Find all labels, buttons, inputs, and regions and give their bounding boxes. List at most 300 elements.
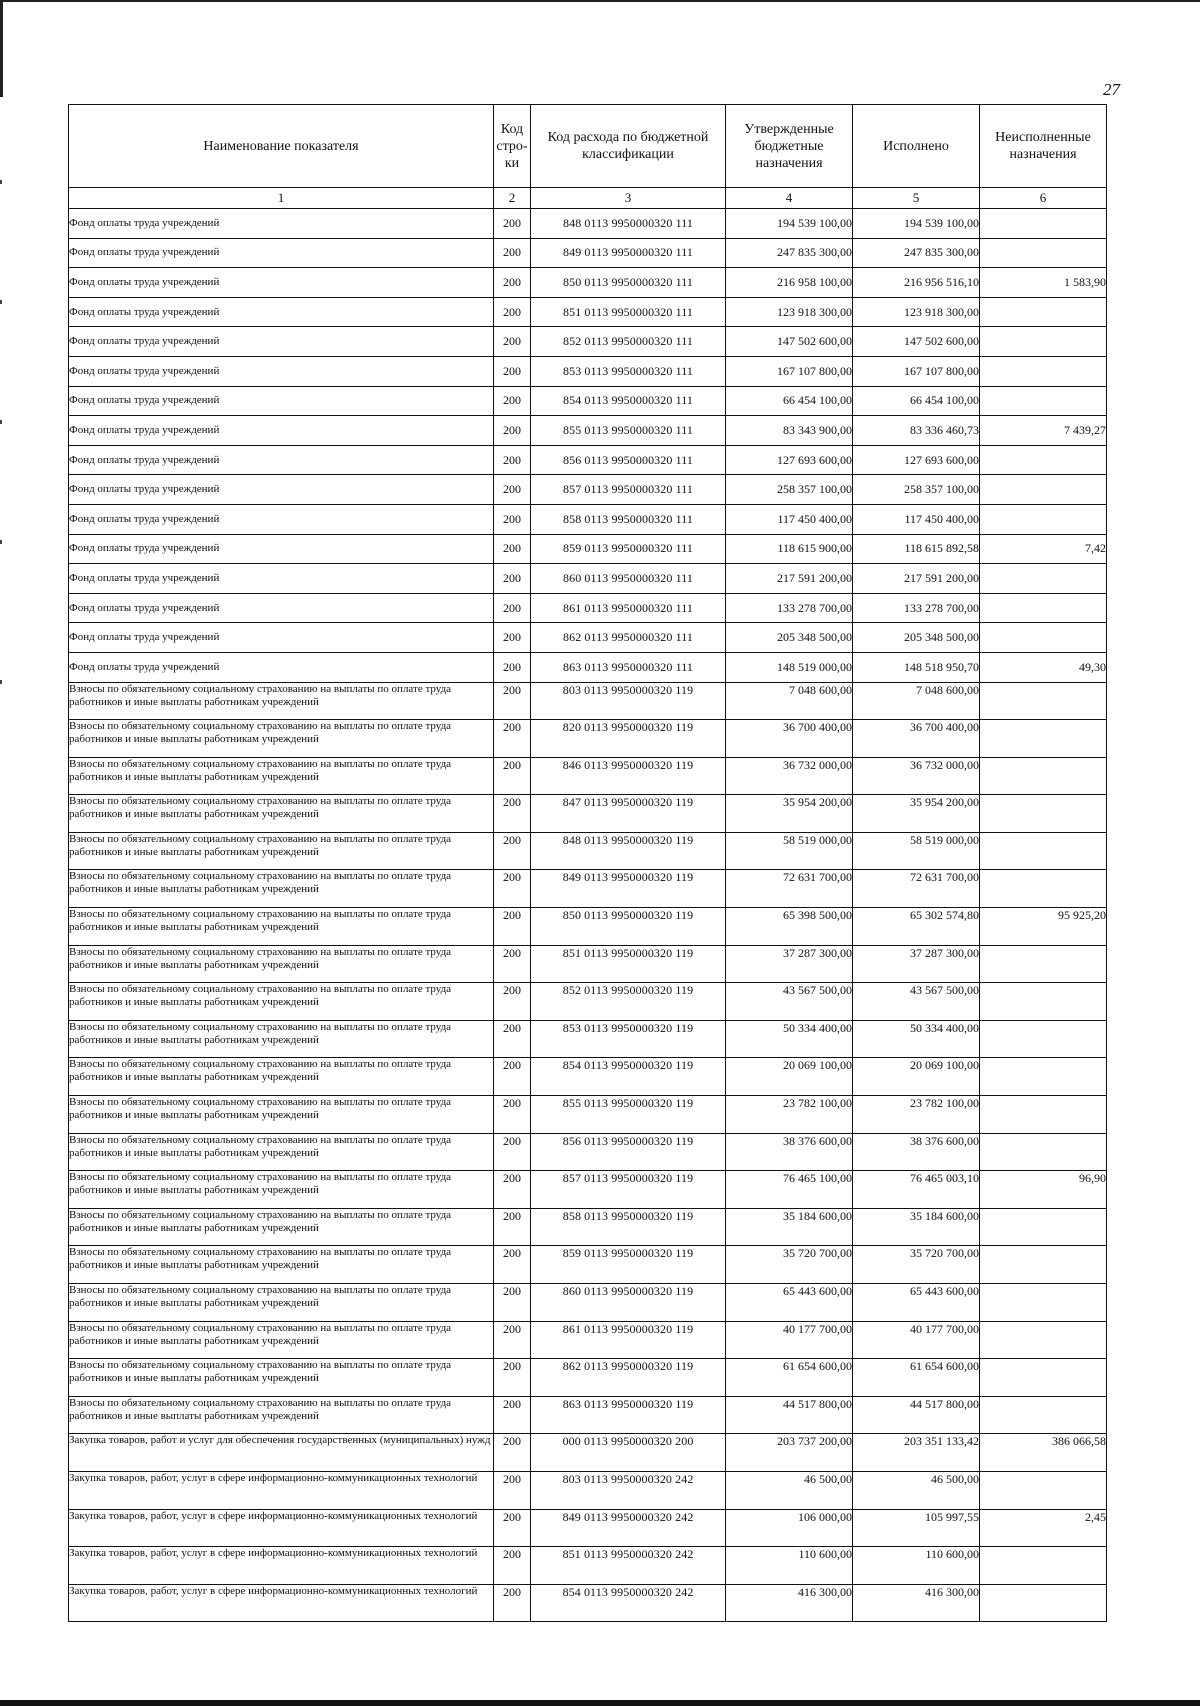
row-unexecuted-amount (980, 945, 1107, 983)
table-row (69, 1246, 1107, 1284)
row-line-code: 200 (494, 504, 531, 534)
row-classification-code: 858 0113 9950000320 111 (531, 504, 726, 534)
row-executed-amount: 205 348 500,00 (853, 623, 980, 653)
scan-edge-top (0, 0, 1200, 2)
table-row (69, 1058, 1107, 1096)
table-row (69, 832, 1107, 870)
row-unexecuted-amount: 95 925,20 (980, 908, 1107, 946)
row-approved-amount: 117 450 400,00 (726, 504, 853, 534)
column-number: 2 (494, 188, 531, 209)
row-indicator-name: Взносы по обязательному социальному страхованию на выплаты по оплате труда работников и иные выплаты работникам учреждений (69, 1246, 494, 1284)
table-row (69, 356, 1107, 386)
row-line-code: 200 (494, 870, 531, 908)
row-executed-amount: 247 835 300,00 (853, 238, 980, 268)
row-line-code: 200 (494, 652, 531, 682)
row-indicator-name: Фонд оплаты труда учреждений (69, 504, 494, 534)
row-indicator-name: Фонд оплаты труда учреждений (69, 327, 494, 357)
row-classification-code: 860 0113 9950000320 111 (531, 564, 726, 594)
row-executed-amount: 61 654 600,00 (853, 1359, 980, 1397)
row-classification-code: 851 0113 9950000320 242 (531, 1547, 726, 1585)
row-executed-amount: 23 782 100,00 (853, 1096, 980, 1134)
row-line-code: 200 (494, 1396, 531, 1434)
row-indicator-name: Фонд оплаты труда учреждений (69, 564, 494, 594)
row-line-code: 200 (494, 1434, 531, 1472)
row-unexecuted-amount (980, 297, 1107, 327)
row-approved-amount: 36 700 400,00 (726, 720, 853, 758)
row-line-code: 200 (494, 1284, 531, 1322)
row-executed-amount: 147 502 600,00 (853, 327, 980, 357)
row-classification-code: 848 0113 9950000320 119 (531, 832, 726, 870)
row-indicator-name: Фонд оплаты труда учреждений (69, 652, 494, 682)
table-row (69, 1321, 1107, 1359)
row-indicator-name: Взносы по обязательному социальному страхованию на выплаты по оплате труда работников и иные выплаты работникам учреждений (69, 1133, 494, 1171)
row-executed-amount: 65 302 574,80 (853, 908, 980, 946)
table-row (69, 1359, 1107, 1397)
row-unexecuted-amount (980, 1246, 1107, 1284)
column-number: 5 (853, 188, 980, 209)
scan-mark (0, 680, 2, 684)
row-unexecuted-amount: 49,30 (980, 652, 1107, 682)
row-line-code: 200 (494, 983, 531, 1021)
row-classification-code: 000 0113 9950000320 200 (531, 1434, 726, 1472)
table-row (69, 1284, 1107, 1322)
row-line-code: 200 (494, 1321, 531, 1359)
table-row (69, 1584, 1107, 1622)
row-classification-code: 854 0113 9950000320 111 (531, 386, 726, 416)
row-line-code: 200 (494, 1359, 531, 1397)
row-line-code: 200 (494, 1208, 531, 1246)
header-executed: Исполнено (853, 105, 980, 188)
row-unexecuted-amount (980, 1321, 1107, 1359)
table-row (69, 652, 1107, 682)
row-indicator-name: Закупка товаров, работ, услуг в сфере информационно-коммуникационных технологий (69, 1584, 494, 1622)
row-indicator-name: Взносы по обязательному социальному страхованию на выплаты по оплате труда работников и иные выплаты работникам учреждений (69, 1284, 494, 1322)
row-unexecuted-amount (980, 795, 1107, 833)
row-executed-amount: 35 720 700,00 (853, 1246, 980, 1284)
row-line-code: 200 (494, 1509, 531, 1547)
row-indicator-name: Фонд оплаты труда учреждений (69, 209, 494, 239)
row-executed-amount: 58 519 000,00 (853, 832, 980, 870)
scan-mark (0, 420, 2, 424)
row-classification-code: 848 0113 9950000320 111 (531, 209, 726, 239)
row-unexecuted-amount (980, 983, 1107, 1021)
row-unexecuted-amount (980, 445, 1107, 475)
row-approved-amount: 65 398 500,00 (726, 908, 853, 946)
row-approved-amount: 44 517 800,00 (726, 1396, 853, 1434)
row-approved-amount: 258 357 100,00 (726, 475, 853, 505)
table-body (69, 209, 1107, 1622)
row-line-code: 200 (494, 720, 531, 758)
row-line-code: 200 (494, 1096, 531, 1134)
row-classification-code: 854 0113 9950000320 242 (531, 1584, 726, 1622)
table-row (69, 623, 1107, 653)
row-unexecuted-amount: 1 583,90 (980, 268, 1107, 298)
row-executed-amount: 117 450 400,00 (853, 504, 980, 534)
row-line-code: 200 (494, 1171, 531, 1209)
row-line-code: 200 (494, 908, 531, 946)
row-line-code: 200 (494, 238, 531, 268)
row-indicator-name: Фонд оплаты труда учреждений (69, 386, 494, 416)
row-executed-amount: 416 300,00 (853, 1584, 980, 1622)
row-line-code: 200 (494, 534, 531, 564)
row-classification-code: 850 0113 9950000320 111 (531, 268, 726, 298)
row-classification-code: 849 0113 9950000320 111 (531, 238, 726, 268)
row-unexecuted-amount (980, 623, 1107, 653)
row-classification-code: 855 0113 9950000320 111 (531, 416, 726, 446)
row-classification-code: 851 0113 9950000320 119 (531, 945, 726, 983)
row-indicator-name: Фонд оплаты труда учреждений (69, 445, 494, 475)
row-unexecuted-amount: 7 439,27 (980, 416, 1107, 446)
row-approved-amount: 61 654 600,00 (726, 1359, 853, 1397)
table-row (69, 1471, 1107, 1509)
row-indicator-name: Закупка товаров, работ, услуг в сфере информационно-коммуникационных технологий (69, 1547, 494, 1585)
row-unexecuted-amount (980, 1359, 1107, 1397)
row-line-code: 200 (494, 1471, 531, 1509)
row-indicator-name: Взносы по обязательному социальному страхованию на выплаты по оплате труда работников и иные выплаты работникам учреждений (69, 1321, 494, 1359)
table-row (69, 327, 1107, 357)
row-approved-amount: 123 918 300,00 (726, 297, 853, 327)
table-row (69, 238, 1107, 268)
table-row (69, 445, 1107, 475)
row-indicator-name: Взносы по обязательному социальному страхованию на выплаты по оплате труда работников и иные выплаты работникам учреждений (69, 1396, 494, 1434)
row-classification-code: 858 0113 9950000320 119 (531, 1208, 726, 1246)
row-approved-amount: 127 693 600,00 (726, 445, 853, 475)
row-line-code: 200 (494, 1584, 531, 1622)
scan-mark (0, 540, 2, 544)
row-indicator-name: Взносы по обязательному социальному страхованию на выплаты по оплате труда работников и иные выплаты работникам учреждений (69, 832, 494, 870)
row-classification-code: 863 0113 9950000320 111 (531, 652, 726, 682)
table-row (69, 475, 1107, 505)
row-approved-amount: 110 600,00 (726, 1547, 853, 1585)
table-row (69, 757, 1107, 795)
row-executed-amount: 258 357 100,00 (853, 475, 980, 505)
row-approved-amount: 247 835 300,00 (726, 238, 853, 268)
row-approved-amount: 205 348 500,00 (726, 623, 853, 653)
header-indicator-name: Наименование показателя (69, 105, 494, 188)
row-executed-amount: 43 567 500,00 (853, 983, 980, 1021)
row-indicator-name: Взносы по обязательному социальному страхованию на выплаты по оплате труда работников и иные выплаты работникам учреждений (69, 945, 494, 983)
row-executed-amount: 194 539 100,00 (853, 209, 980, 239)
row-unexecuted-amount: 7,42 (980, 534, 1107, 564)
row-line-code: 200 (494, 945, 531, 983)
row-executed-amount: 65 443 600,00 (853, 1284, 980, 1322)
row-approved-amount: 50 334 400,00 (726, 1020, 853, 1058)
row-approved-amount: 35 184 600,00 (726, 1208, 853, 1246)
row-line-code: 200 (494, 268, 531, 298)
row-executed-amount: 37 287 300,00 (853, 945, 980, 983)
header-budget-classification: Код расхода по бюджетной классификации (531, 105, 726, 188)
table-row (69, 1096, 1107, 1134)
row-classification-code: 803 0113 9950000320 119 (531, 682, 726, 720)
row-executed-amount: 148 518 950,70 (853, 652, 980, 682)
row-unexecuted-amount (980, 238, 1107, 268)
row-line-code: 200 (494, 623, 531, 653)
row-line-code: 200 (494, 593, 531, 623)
row-line-code: 200 (494, 1547, 531, 1585)
row-executed-amount: 203 351 133,42 (853, 1434, 980, 1472)
row-approved-amount: 167 107 800,00 (726, 356, 853, 386)
row-classification-code: 853 0113 9950000320 111 (531, 356, 726, 386)
row-line-code: 200 (494, 386, 531, 416)
row-classification-code: 861 0113 9950000320 111 (531, 593, 726, 623)
row-indicator-name: Взносы по обязательному социальному страхованию на выплаты по оплате труда работников и иные выплаты работникам учреждений (69, 682, 494, 720)
table-row (69, 268, 1107, 298)
row-unexecuted-amount (980, 504, 1107, 534)
row-classification-code: 849 0113 9950000320 242 (531, 1509, 726, 1547)
row-approved-amount: 147 502 600,00 (726, 327, 853, 357)
row-unexecuted-amount (980, 1096, 1107, 1134)
row-indicator-name: Фонд оплаты труда учреждений (69, 238, 494, 268)
row-executed-amount: 35 954 200,00 (853, 795, 980, 833)
table-row (69, 504, 1107, 534)
scan-edge-bottom (0, 1700, 1200, 1706)
row-approved-amount: 20 069 100,00 (726, 1058, 853, 1096)
scan-mark (0, 180, 2, 184)
row-indicator-name: Взносы по обязательному социальному страхованию на выплаты по оплате труда работников и иные выплаты работникам учреждений (69, 1020, 494, 1058)
row-approved-amount: 7 048 600,00 (726, 682, 853, 720)
row-unexecuted-amount (980, 1020, 1107, 1058)
row-executed-amount: 76 465 003,10 (853, 1171, 980, 1209)
row-classification-code: 857 0113 9950000320 111 (531, 475, 726, 505)
row-line-code: 200 (494, 356, 531, 386)
row-executed-amount: 46 500,00 (853, 1471, 980, 1509)
row-unexecuted-amount (980, 1284, 1107, 1322)
row-indicator-name: Взносы по обязательному социальному страхованию на выплаты по оплате труда работников и иные выплаты работникам учреждений (69, 908, 494, 946)
row-classification-code: 803 0113 9950000320 242 (531, 1471, 726, 1509)
row-line-code: 200 (494, 445, 531, 475)
table-row (69, 209, 1107, 239)
row-unexecuted-amount (980, 1208, 1107, 1246)
table-row (69, 908, 1107, 946)
row-classification-code: 854 0113 9950000320 119 (531, 1058, 726, 1096)
row-classification-code: 862 0113 9950000320 111 (531, 623, 726, 653)
row-approved-amount: 217 591 200,00 (726, 564, 853, 594)
row-executed-amount: 20 069 100,00 (853, 1058, 980, 1096)
table-row (69, 1020, 1107, 1058)
row-line-code: 200 (494, 795, 531, 833)
header-approved: Утвержденные бюджетные назначения (726, 105, 853, 188)
row-approved-amount: 76 465 100,00 (726, 1171, 853, 1209)
row-line-code: 200 (494, 832, 531, 870)
row-indicator-name: Взносы по обязательному социальному страхованию на выплаты по оплате труда работников и иные выплаты работникам учреждений (69, 1058, 494, 1096)
table-row (69, 1133, 1107, 1171)
row-executed-amount: 105 997,55 (853, 1509, 980, 1547)
row-approved-amount: 46 500,00 (726, 1471, 853, 1509)
row-unexecuted-amount (980, 1471, 1107, 1509)
table-row (69, 1171, 1107, 1209)
row-classification-code: 846 0113 9950000320 119 (531, 757, 726, 795)
row-line-code: 200 (494, 1058, 531, 1096)
table-row (69, 1396, 1107, 1434)
row-approved-amount: 416 300,00 (726, 1584, 853, 1622)
row-classification-code: 851 0113 9950000320 111 (531, 297, 726, 327)
row-unexecuted-amount (980, 720, 1107, 758)
row-executed-amount: 38 376 600,00 (853, 1133, 980, 1171)
row-unexecuted-amount (980, 209, 1107, 239)
header-line-code: Код стро-ки (494, 105, 531, 188)
row-unexecuted-amount (980, 386, 1107, 416)
row-unexecuted-amount: 2,45 (980, 1509, 1107, 1547)
scan-edge-left (0, 2, 3, 97)
row-approved-amount: 65 443 600,00 (726, 1284, 853, 1322)
row-unexecuted-amount (980, 1058, 1107, 1096)
row-classification-code: 856 0113 9950000320 119 (531, 1133, 726, 1171)
table-row (69, 720, 1107, 758)
row-indicator-name: Фонд оплаты труда учреждений (69, 416, 494, 446)
row-indicator-name: Закупка товаров, работ, услуг в сфере информационно-коммуникационных технологий (69, 1471, 494, 1509)
row-classification-code: 849 0113 9950000320 119 (531, 870, 726, 908)
table-row (69, 297, 1107, 327)
row-executed-amount: 217 591 200,00 (853, 564, 980, 594)
row-indicator-name: Взносы по обязательному социальному страхованию на выплаты по оплате труда работников и иные выплаты работникам учреждений (69, 757, 494, 795)
row-approved-amount: 36 732 000,00 (726, 757, 853, 795)
row-indicator-name: Взносы по обязательному социальному страхованию на выплаты по оплате труда работников и иные выплаты работникам учреждений (69, 795, 494, 833)
row-unexecuted-amount (980, 1133, 1107, 1171)
row-indicator-name: Взносы по обязательному социальному страхованию на выплаты по оплате труда работников и иные выплаты работникам учреждений (69, 1096, 494, 1134)
row-indicator-name: Закупка товаров, работ и услуг для обеспечения государственных (муниципальных) нужд (69, 1434, 494, 1472)
row-approved-amount: 43 567 500,00 (726, 983, 853, 1021)
row-approved-amount: 23 782 100,00 (726, 1096, 853, 1134)
row-executed-amount: 110 600,00 (853, 1547, 980, 1585)
row-line-code: 200 (494, 682, 531, 720)
table-row (69, 564, 1107, 594)
table-row (69, 1509, 1107, 1547)
row-classification-code: 856 0113 9950000320 111 (531, 445, 726, 475)
row-approved-amount: 118 615 900,00 (726, 534, 853, 564)
row-classification-code: 852 0113 9950000320 111 (531, 327, 726, 357)
row-approved-amount: 133 278 700,00 (726, 593, 853, 623)
row-approved-amount: 58 519 000,00 (726, 832, 853, 870)
row-classification-code: 860 0113 9950000320 119 (531, 1284, 726, 1322)
row-approved-amount: 35 720 700,00 (726, 1246, 853, 1284)
row-line-code: 200 (494, 1020, 531, 1058)
row-approved-amount: 83 343 900,00 (726, 416, 853, 446)
row-unexecuted-amount: 386 066,58 (980, 1434, 1107, 1472)
row-indicator-name: Взносы по обязательному социальному страхованию на выплаты по оплате труда работников и иные выплаты работникам учреждений (69, 870, 494, 908)
row-executed-amount: 35 184 600,00 (853, 1208, 980, 1246)
row-approved-amount: 203 737 200,00 (726, 1434, 853, 1472)
row-unexecuted-amount (980, 593, 1107, 623)
column-number: 1 (69, 188, 494, 209)
row-executed-amount: 50 334 400,00 (853, 1020, 980, 1058)
row-classification-code: 862 0113 9950000320 119 (531, 1359, 726, 1397)
row-classification-code: 855 0113 9950000320 119 (531, 1096, 726, 1134)
table-row (69, 983, 1107, 1021)
row-approved-amount: 148 519 000,00 (726, 652, 853, 682)
row-classification-code: 820 0113 9950000320 119 (531, 720, 726, 758)
row-line-code: 200 (494, 564, 531, 594)
row-line-code: 200 (494, 416, 531, 446)
row-line-code: 200 (494, 297, 531, 327)
row-classification-code: 853 0113 9950000320 119 (531, 1020, 726, 1058)
column-number: 3 (531, 188, 726, 209)
row-classification-code: 861 0113 9950000320 119 (531, 1321, 726, 1359)
column-number-row (69, 188, 1107, 209)
row-indicator-name: Фонд оплаты труда учреждений (69, 623, 494, 653)
header-row (69, 105, 1107, 188)
row-indicator-name: Фонд оплаты труда учреждений (69, 475, 494, 505)
row-indicator-name: Взносы по обязательному социальному страхованию на выплаты по оплате труда работников и иные выплаты работникам учреждений (69, 1359, 494, 1397)
row-line-code: 200 (494, 757, 531, 795)
scan-mark (0, 300, 2, 304)
row-indicator-name: Фонд оплаты труда учреждений (69, 356, 494, 386)
row-approved-amount: 106 000,00 (726, 1509, 853, 1547)
row-executed-amount: 7 048 600,00 (853, 682, 980, 720)
table-row (69, 593, 1107, 623)
row-indicator-name: Закупка товаров, работ, услуг в сфере информационно-коммуникационных технологий (69, 1509, 494, 1547)
row-executed-amount: 40 177 700,00 (853, 1321, 980, 1359)
row-line-code: 200 (494, 1133, 531, 1171)
row-unexecuted-amount (980, 1547, 1107, 1585)
row-indicator-name: Фонд оплаты труда учреждений (69, 268, 494, 298)
row-executed-amount: 36 700 400,00 (853, 720, 980, 758)
table-row (69, 1208, 1107, 1246)
row-line-code: 200 (494, 1246, 531, 1284)
row-approved-amount: 37 287 300,00 (726, 945, 853, 983)
table-row (69, 534, 1107, 564)
row-line-code: 200 (494, 327, 531, 357)
row-classification-code: 863 0113 9950000320 119 (531, 1396, 726, 1434)
row-unexecuted-amount: 96,90 (980, 1171, 1107, 1209)
row-indicator-name: Фонд оплаты труда учреждений (69, 593, 494, 623)
row-unexecuted-amount (980, 832, 1107, 870)
row-indicator-name: Фонд оплаты труда учреждений (69, 297, 494, 327)
row-classification-code: 859 0113 9950000320 119 (531, 1246, 726, 1284)
row-unexecuted-amount (980, 682, 1107, 720)
row-executed-amount: 66 454 100,00 (853, 386, 980, 416)
row-executed-amount: 133 278 700,00 (853, 593, 980, 623)
row-approved-amount: 72 631 700,00 (726, 870, 853, 908)
row-executed-amount: 123 918 300,00 (853, 297, 980, 327)
row-line-code: 200 (494, 475, 531, 505)
table-row (69, 1434, 1107, 1472)
row-indicator-name: Взносы по обязательному социальному страхованию на выплаты по оплате труда работников и иные выплаты работникам учреждений (69, 1208, 494, 1246)
row-indicator-name: Взносы по обязательному социальному страхованию на выплаты по оплате труда работников и иные выплаты работникам учреждений (69, 983, 494, 1021)
row-unexecuted-amount (980, 1396, 1107, 1434)
row-unexecuted-amount (980, 757, 1107, 795)
row-executed-amount: 127 693 600,00 (853, 445, 980, 475)
row-indicator-name: Фонд оплаты труда учреждений (69, 534, 494, 564)
row-classification-code: 852 0113 9950000320 119 (531, 983, 726, 1021)
row-line-code: 200 (494, 209, 531, 239)
budget-execution-table (68, 104, 1107, 1622)
row-approved-amount: 66 454 100,00 (726, 386, 853, 416)
row-approved-amount: 216 958 100,00 (726, 268, 853, 298)
row-approved-amount: 35 954 200,00 (726, 795, 853, 833)
page-number: 27 (1103, 80, 1120, 99)
row-executed-amount: 36 732 000,00 (853, 757, 980, 795)
row-unexecuted-amount (980, 1584, 1107, 1622)
table-row (69, 870, 1107, 908)
row-executed-amount: 167 107 800,00 (853, 356, 980, 386)
row-indicator-name: Взносы по обязательному социальному страхованию на выплаты по оплате труда работников и иные выплаты работникам учреждений (69, 1171, 494, 1209)
row-approved-amount: 194 539 100,00 (726, 209, 853, 239)
row-classification-code: 859 0113 9950000320 111 (531, 534, 726, 564)
row-classification-code: 847 0113 9950000320 119 (531, 795, 726, 833)
row-unexecuted-amount (980, 564, 1107, 594)
row-unexecuted-amount (980, 327, 1107, 357)
row-classification-code: 857 0113 9950000320 119 (531, 1171, 726, 1209)
table-row (69, 682, 1107, 720)
row-executed-amount: 44 517 800,00 (853, 1396, 980, 1434)
row-executed-amount: 118 615 892,58 (853, 534, 980, 564)
row-executed-amount: 216 956 516,10 (853, 268, 980, 298)
header-unexecuted: Неисполненные назначения (980, 105, 1107, 188)
row-unexecuted-amount (980, 356, 1107, 386)
table-row (69, 945, 1107, 983)
table-row (69, 795, 1107, 833)
row-approved-amount: 40 177 700,00 (726, 1321, 853, 1359)
